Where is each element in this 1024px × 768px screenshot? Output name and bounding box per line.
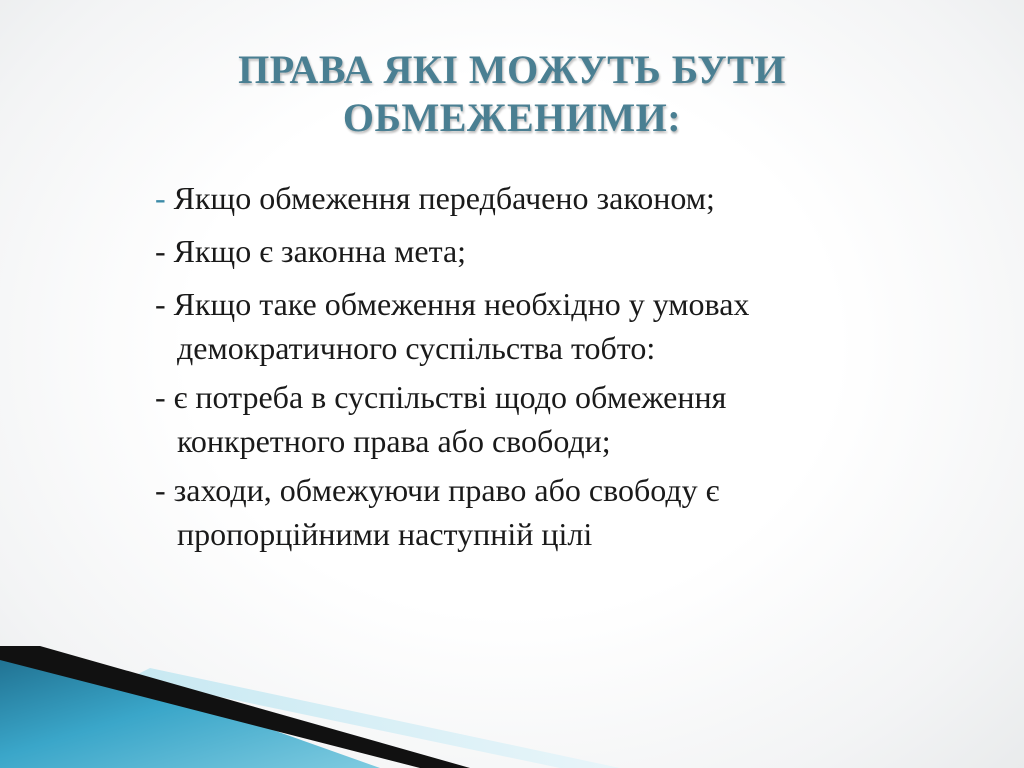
- bullet-dash: -: [155, 379, 166, 415]
- list-item: [155, 172, 935, 225]
- title-line-1: ПРАВА ЯКІ МОЖУТЬ БУТИ: [238, 47, 786, 92]
- slide-title: [0, 46, 1024, 142]
- item-text: Якщо таке обмеження необхідно у умовах: [173, 286, 750, 322]
- list-item: [155, 225, 935, 278]
- bullet-dash: -: [155, 180, 166, 216]
- item-text: є потреба в суспільстві щодо обмеження: [173, 379, 727, 415]
- bullet-dash: -: [155, 286, 166, 322]
- list-item: [155, 464, 935, 557]
- bullet-list: [155, 172, 935, 557]
- bullet-dash: -: [155, 472, 166, 508]
- title-line-2: ОБМЕЖЕНИМИ:: [342, 95, 682, 140]
- item-text: Якщо обмеження передбачено законом;: [173, 180, 715, 216]
- item-text-continued: пропорційними наступній цілі: [177, 516, 593, 552]
- item-text-continued: конкретного права або свободи;: [177, 423, 611, 459]
- corner-ribbon-decoration: [0, 638, 1024, 768]
- bullet-dash: -: [155, 233, 166, 269]
- list-item: [155, 278, 935, 371]
- item-text-continued: демократичного суспільства тобто:: [177, 330, 656, 366]
- list-item: [155, 371, 935, 464]
- item-text: заходи, обмежуючи право або свободу є: [173, 472, 720, 508]
- item-text: Якщо є законна мета;: [173, 233, 467, 269]
